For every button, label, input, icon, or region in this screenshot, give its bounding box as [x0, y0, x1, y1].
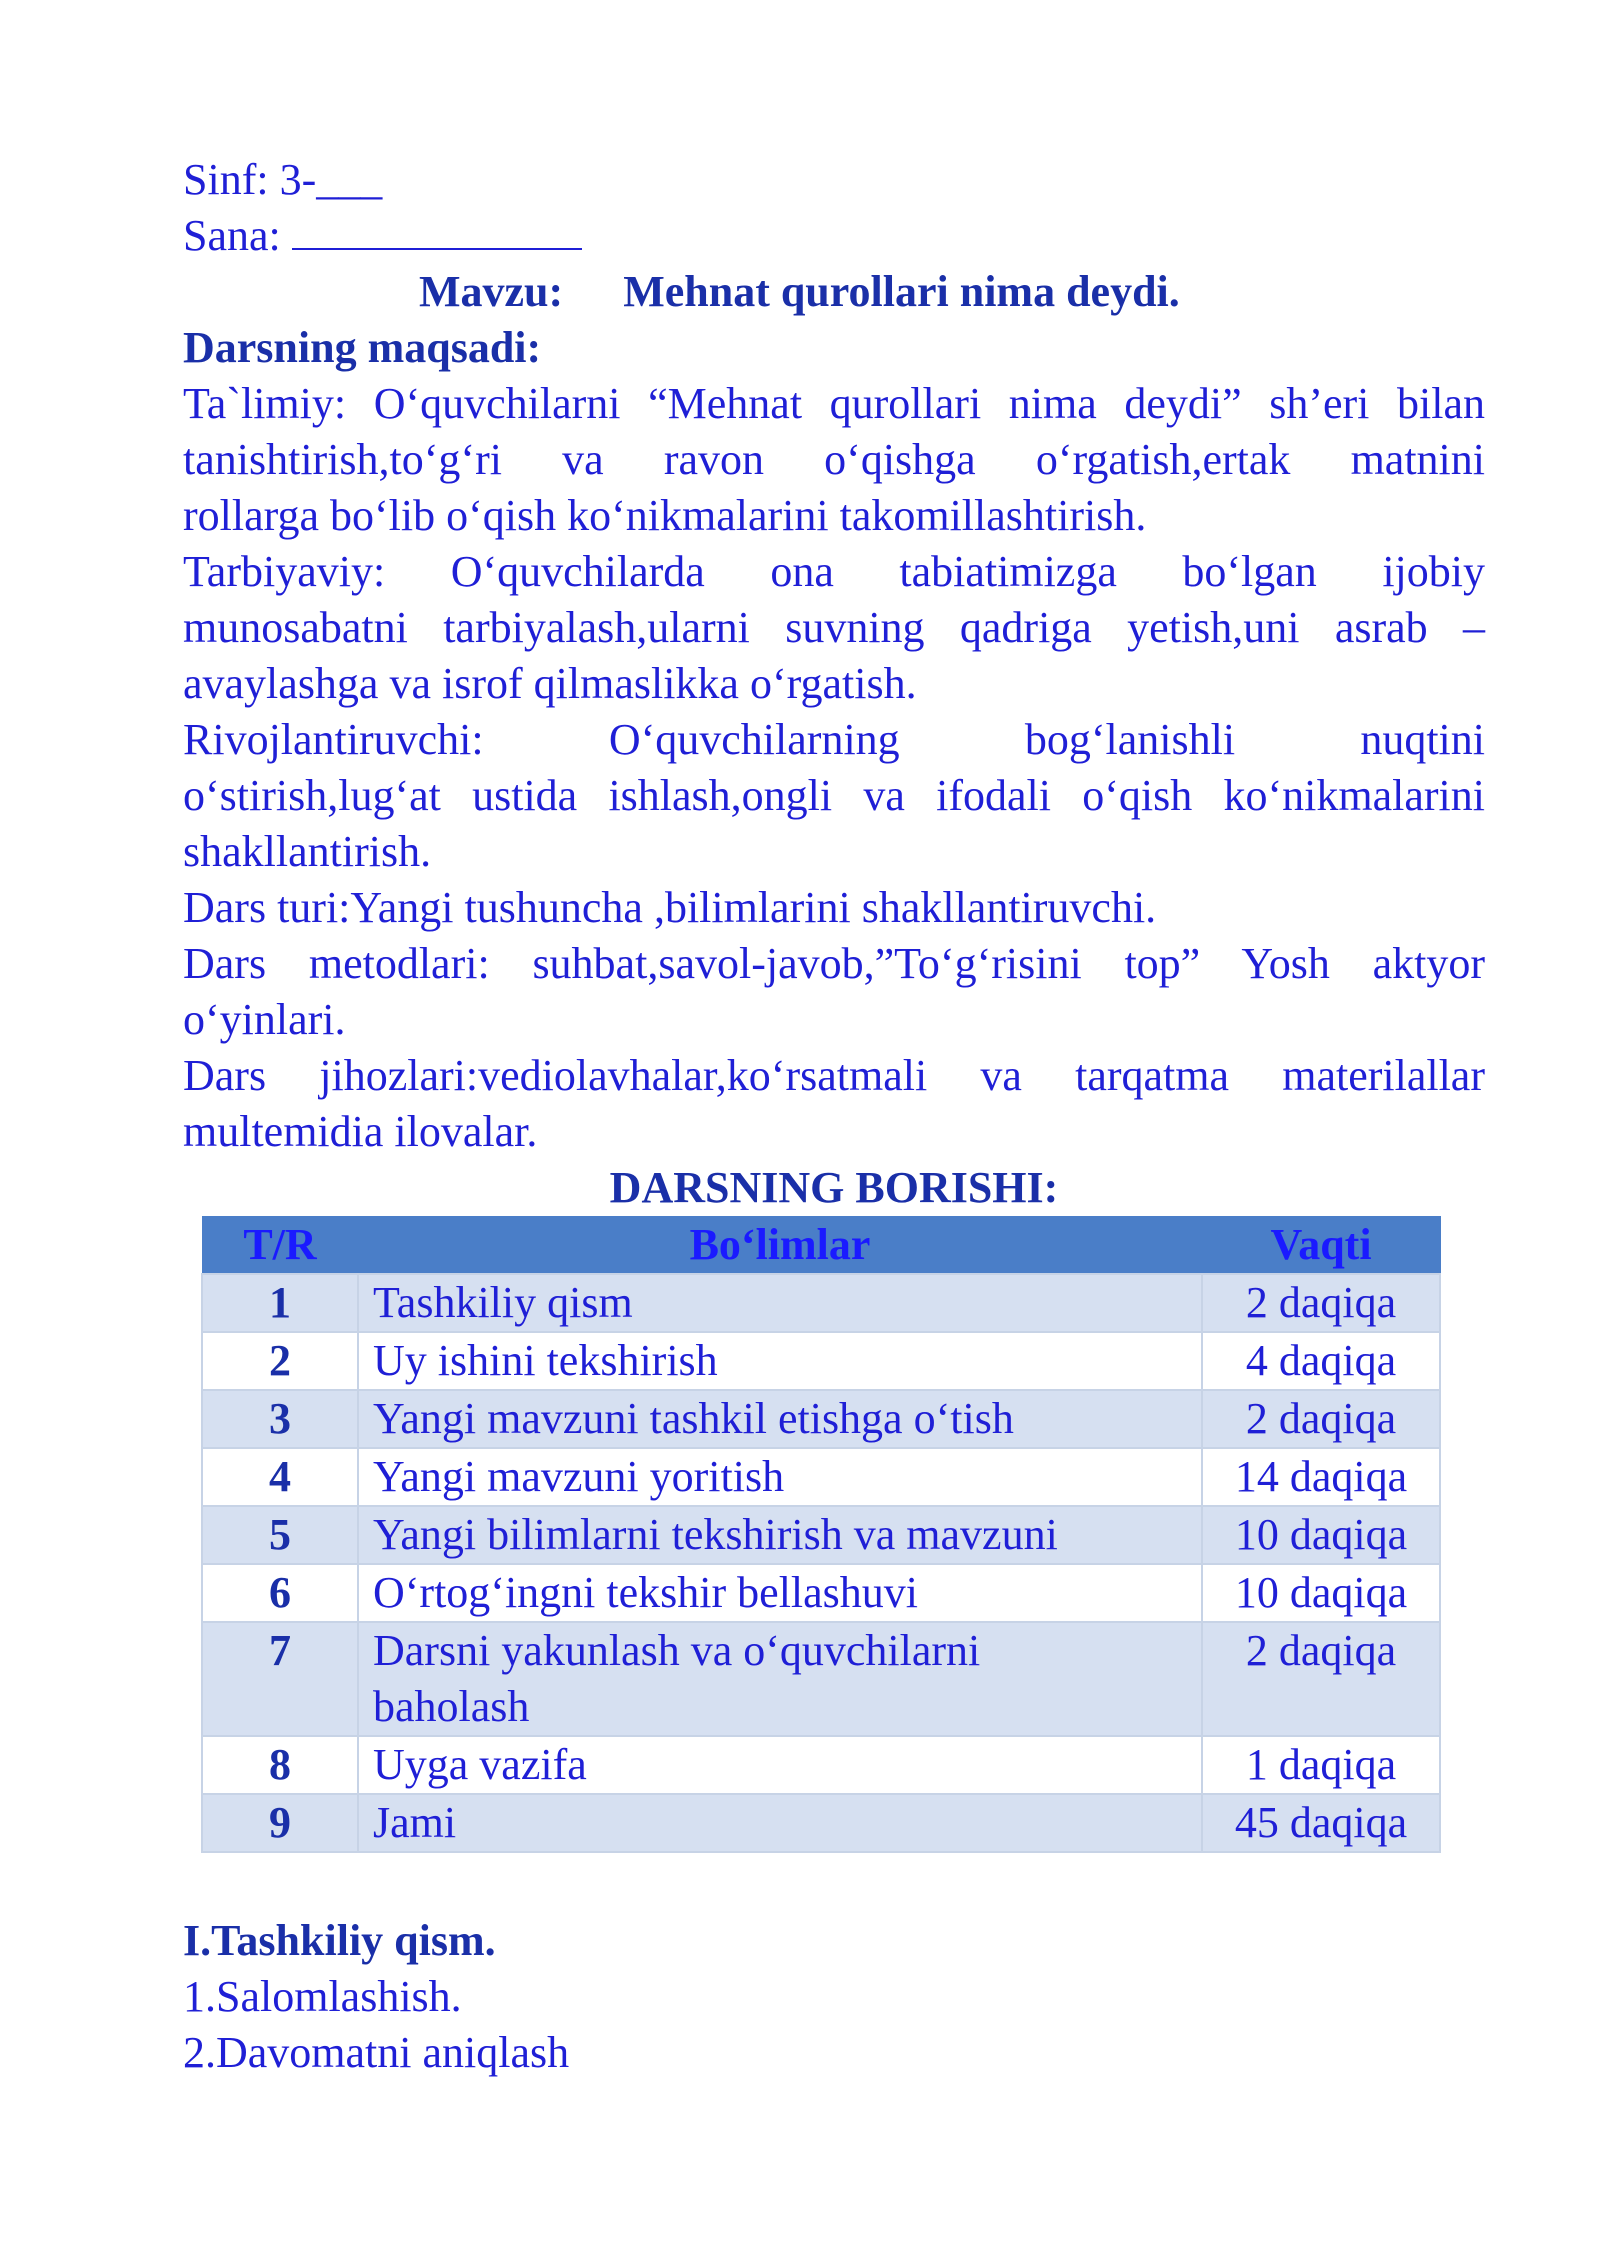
goals-heading: Darsning maqsadi: — [183, 323, 542, 372]
goal-developing-line-3: shakllantirish. — [183, 827, 432, 876]
row-num: 2 — [202, 1332, 358, 1390]
goal-educational-line-2: tanishtirish,to‘g‘ri va ravon o‘qishga o‘rgatish,ertak matnini — [183, 435, 1485, 484]
topic-label: Mavzu: — [419, 267, 564, 316]
row-num: 9 — [202, 1794, 358, 1852]
row-num: 7 — [202, 1622, 358, 1736]
row-time: 2 daqiqa — [1202, 1390, 1440, 1448]
lesson-equipment-line-1: Dars jihozlari:vediolavhalar,ko‘rsatmali va tarqatma materilallar — [183, 1051, 1485, 1100]
table-row — [202, 1736, 1440, 1794]
row-num: 5 — [202, 1506, 358, 1564]
row-num: 6 — [202, 1564, 358, 1622]
row-time: 4 daqiqa — [1202, 1332, 1440, 1390]
row-section: Yangi bilimlarni tekshirish va mavzuni — [358, 1506, 1202, 1564]
goal-upbringing-line-2: munosabatni tarbiyalash,ularni suvning qadriga yetish,uni asrab – — [183, 603, 1485, 652]
goal-developing-line-2: o‘stirish,lug‘at ustida ishlash,ongli va ifodali o‘qish ko‘nikmalarini — [183, 771, 1485, 820]
header-time: Vaqti — [1202, 1217, 1440, 1275]
goal-upbringing-line-3: avaylashga va isrof qilmaslikka o‘rgatish. — [183, 659, 917, 708]
row-section: O‘rtog‘ingni tekshir bellashuvi — [358, 1564, 1202, 1622]
part-one-section — [183, 1913, 1485, 2081]
row-time: 45 daqiqa — [1202, 1794, 1440, 1852]
goal-upbringing-line-1: Tarbiyaviy: O‘quvchilarda ona tabiatimizga bo‘lgan ijobiy — [183, 547, 1485, 596]
row-time: 10 daqiqa — [1202, 1506, 1440, 1564]
date-label: Sana: — [183, 211, 292, 260]
table-row — [202, 1448, 1440, 1506]
goal-developing-line-1: Rivojlantiruvchi: O‘quvchilarning bog‘lanishli nuqtini — [183, 715, 1485, 764]
table-row — [202, 1794, 1440, 1852]
row-section: Darsni yakunlash va o‘quvchilarni baholash — [358, 1622, 1202, 1736]
row-num: 8 — [202, 1736, 358, 1794]
table-row — [202, 1390, 1440, 1448]
row-section: Jami — [358, 1794, 1202, 1852]
lesson-plan-table — [201, 1216, 1441, 1853]
row-section: Uy ishini tekshirish — [358, 1332, 1202, 1390]
row-time: 10 daqiqa — [1202, 1564, 1440, 1622]
table-row — [202, 1274, 1440, 1332]
date-blank-line — [292, 208, 582, 250]
header-section: Bo‘limlar — [358, 1217, 1202, 1275]
header-num: T/R — [202, 1217, 358, 1275]
row-num: 3 — [202, 1390, 358, 1448]
class-field: Sinf: 3-___ — [183, 155, 383, 204]
row-section: Uyga vazifa — [358, 1736, 1202, 1794]
table-header-row — [202, 1217, 1440, 1275]
lesson-type: Dars turi:Yangi tushuncha ,bilimlarini shakllantiruvchi. — [183, 883, 1157, 932]
plan-title: DARSNING BORISHI: — [609, 1163, 1059, 1212]
row-time: 14 daqiqa — [1202, 1448, 1440, 1506]
lesson-methods-line-1: Dars metodlari: suhbat,savol-javob,”To‘g‘risini top” Yosh aktyor — [183, 939, 1485, 988]
row-section: Tashkiliy qism — [358, 1274, 1202, 1332]
row-time: 2 daqiqa — [1202, 1622, 1440, 1736]
table-row — [202, 1564, 1440, 1622]
row-num: 1 — [202, 1274, 358, 1332]
table-row — [202, 1506, 1440, 1564]
date-field — [183, 208, 1485, 264]
lesson-equipment-line-2: multemidia ilovalar. — [183, 1107, 538, 1156]
part-one-heading: I.Tashkiliy qism. — [183, 1916, 496, 1965]
topic-line — [183, 264, 1485, 320]
row-section: Yangi mavzuni tashkil etishga o‘tish — [358, 1390, 1202, 1448]
part-one-item-1: 1.Salomlashish. — [183, 1972, 462, 2021]
lesson-plan-page — [183, 152, 1485, 2081]
table-row — [202, 1622, 1440, 1736]
row-section: Yangi mavzuni yoritish — [358, 1448, 1202, 1506]
lesson-methods-line-2: o‘yinlari. — [183, 995, 346, 1044]
goal-educational-line-1: Ta`limiy: O‘quvchilarni “Mehnat qurollari nima deydi” sh’eri bilan — [183, 379, 1485, 428]
row-time: 1 daqiqa — [1202, 1736, 1440, 1794]
topic-title: Mehnat qurollari nima deydi. — [623, 267, 1180, 316]
row-num: 4 — [202, 1448, 358, 1506]
part-one-item-2: 2.Davomatni aniqlash — [183, 2028, 570, 2077]
row-time: 2 daqiqa — [1202, 1274, 1440, 1332]
goal-educational-line-3: rollarga bo‘lib o‘qish ko‘nikmalarini takomillashtirish. — [183, 491, 1147, 540]
table-row — [202, 1332, 1440, 1390]
